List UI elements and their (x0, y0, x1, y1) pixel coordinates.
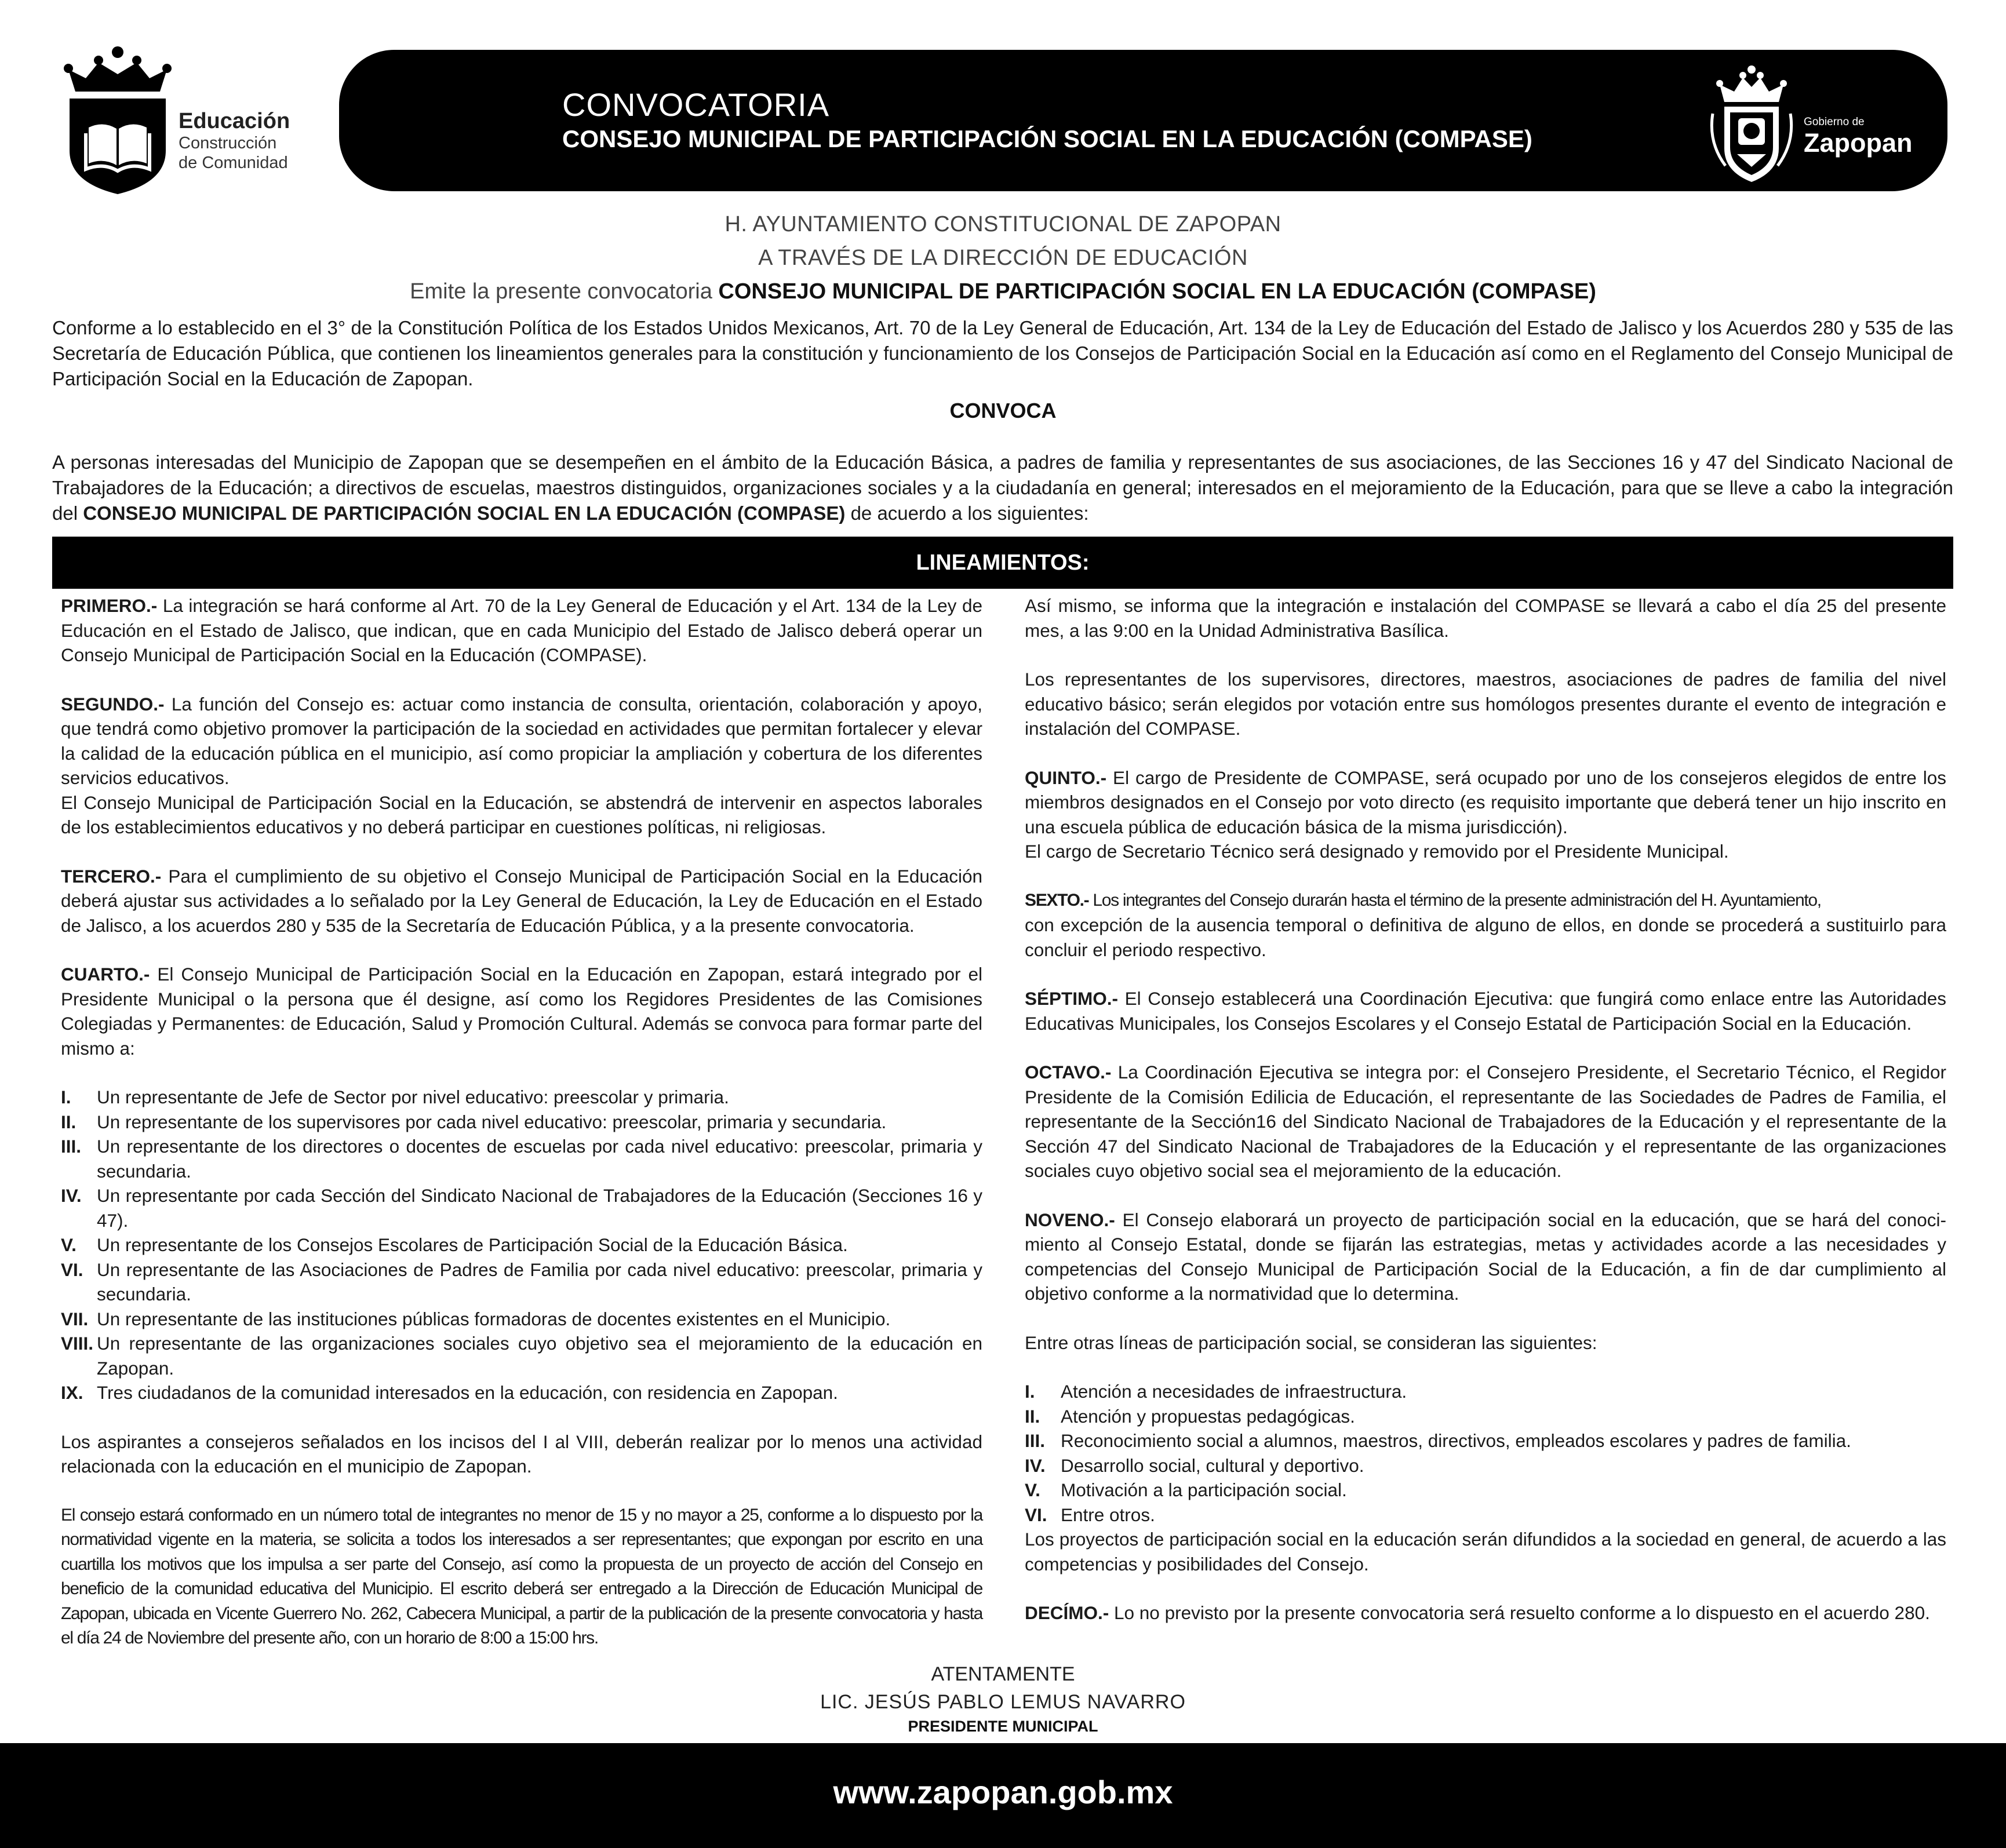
list-item-number: IV. (1025, 1455, 1046, 1476)
list-item-number: IX. (61, 1382, 83, 1403)
list-item (61, 1134, 982, 1183)
personas-paragraph (52, 450, 1953, 526)
sexto-text-a: Los integrantes del Consejo durarán hasta el término de la presente administración del H. Ayuntamiento, (1088, 890, 1821, 910)
primero-label: PRIMERO.- (61, 595, 158, 616)
list-item-number: IV. (61, 1185, 82, 1206)
zapopan-name: Zapopan (1804, 128, 1913, 158)
septimo-block (1025, 986, 1946, 1036)
list-item-text: Un representante de los supervisores por cada nivel educativo: preescolar, primaria y secundaria. (97, 1111, 887, 1132)
list-item-number: III. (1025, 1430, 1046, 1451)
asi-mismo-paragraph: Así mismo, se informa que la integración e instalación del COMPASE se llevará a cabo el día 25 del presente mes, a las 9:00 en la Unidad Administrativa Basílica. (1025, 595, 1946, 641)
list-item-text: Un representante de los Consejos Escolares de Participación Social de la Educación Básica. (97, 1234, 848, 1255)
primero-text: La integración se hará conforme al Art. 70 de la Ley General de Educación y el Art. 134 de la Ley de Educación en el Estado de Jalisco, que indican, que en cada Municipio del Estado de Jalisco deberá operar un Consejo Municipal de Participación Social en la Educación (COMPASE). (61, 595, 982, 665)
header-banner (339, 50, 1947, 191)
representantes-paragraph: Los representantes de los supervisores, directores, maestros, asociaciones de padres de familia del nivel educativo básico; serán elegidos por votación entre sus homólogos presentes durante el evento de integración e instalación del COMPASE. (1025, 669, 1946, 739)
list-item (61, 1233, 982, 1257)
list-item-text: Desarrollo social, cultural y deportivo. (1061, 1455, 1364, 1476)
educacion-logo (63, 46, 306, 197)
list-item (1025, 1478, 1946, 1503)
intro-emite-plain: Emite la presente convocatoria (410, 279, 719, 304)
list-item-text: Un representante de las organizaciones sociales cuyo objetivo sea el mejoramiento de la educación en Zapopan. (97, 1333, 982, 1379)
list-item-text: Un representante de las instituciones públicas formadoras de docentes existentes en el Municipio. (97, 1308, 891, 1329)
signature-atentamente: ATENTAMENTE (931, 1663, 1075, 1685)
list-item-number: V. (1025, 1479, 1040, 1500)
intro-emite (0, 279, 2006, 304)
banner-subtitle: CONSEJO MUNICIPAL DE PARTICIPACIÓN SOCIAL EN LA EDUCACIÓN (COMPASE) (562, 125, 1532, 152)
list-item-number: VIII. (61, 1333, 94, 1354)
list-item-text: Tres ciudadanos de la comunidad interesados en la educación, con residencia en Zapopan. (97, 1382, 838, 1403)
personas-text-b: de acuerdo a los siguientes: (845, 502, 1089, 524)
segundo-block (61, 692, 982, 790)
list-item (1025, 1453, 1946, 1478)
septimo-label: SÉPTIMO.- (1025, 988, 1119, 1009)
list-item-text: Un representante por cada Sección del Sindicato Nacional de Trabajadores de la Educación (Secciones 16 y 47). (97, 1185, 982, 1231)
noveno-text: El Consejo elaborará un proyecto de participación social en la educación, que se hará del conoci-miento al Consejo Estatal, donde se fijarán las estrategias, metas y actividades acorde a las necesidades y competencias del Consejo Municipal de Participación Social de la Educación, a fin de dar cumplimiento al objetivo conforme a la normatividad que lo determina. (1025, 1209, 1946, 1304)
list-item-text: Un representante de los directores o docentes de escuelas por cada nivel educativo: preescolar, primaria y secundaria. (97, 1136, 982, 1182)
list-item-number: III. (61, 1136, 82, 1157)
list-item-number: I. (1025, 1381, 1035, 1402)
proyectos-paragraph: Los proyectos de participación social en la educación serán difundidos a la sociedad en general, de acuerdo a las competencias y posibilidades del Consejo. (1025, 1529, 1946, 1574)
sexto-block (1025, 888, 1946, 963)
list-item-text: Entre otros. (1061, 1504, 1155, 1525)
conforme-paragraph: Conforme a lo establecido en el 3° de la Constitución Política de los Estados Unidos Mexicanos, Art. 70 de la Ley General de Educación, Art. 134 de la Ley de Educación del Estado de Jalisco y los Acuerdos 280 y 535 de las Secretaría de Educación Pública, que contienen los lineamientos generales para la constitución y funcionamiento de los Consejos de Participación Social en la Educación así como en el Reglamento del Consejo Municipal de Participación Social en la Educación de Zapopan. (52, 317, 1953, 389)
tercero-block (61, 864, 982, 938)
list-item-text: Reconocimiento social a alumnos, maestros, directivos, empleados escolares y padres de familia. (1061, 1430, 1851, 1451)
list-item-number: I. (61, 1087, 71, 1107)
list-item-text: Un representante de Jefe de Sector por nivel educativo: preescolar y primaria. (97, 1087, 729, 1107)
octavo-block (1025, 1060, 1946, 1183)
list-item (61, 1380, 982, 1405)
list-item-number: VI. (1025, 1504, 1047, 1525)
educacion-subtitle-1: Construcción (179, 134, 277, 152)
list-item-text: Un representante de las Asociaciones de Padres de Familia por cada nivel educativo: preescolar, primaria y secundaria. (97, 1259, 982, 1304)
quinto-block (1025, 766, 1946, 840)
primero-block (61, 593, 982, 668)
educacion-wordmark (179, 110, 290, 172)
decimo-block (1025, 1601, 1946, 1625)
list-item-number: VI. (61, 1259, 83, 1280)
list-item-number: II. (61, 1111, 77, 1132)
educacion-shield-icon (63, 46, 173, 197)
list-item (1025, 1503, 1946, 1528)
sexto-label: SEXTO.- (1025, 890, 1089, 910)
footer-url[interactable]: www.zapopan.gob.mx (0, 1743, 2006, 1848)
cuarto-block (61, 962, 982, 1060)
list-item (61, 1331, 982, 1380)
consejo-paragraph: El consejo estará conformado en un número total de integrantes no menor de 15 y no mayor a 25, conforme a lo dispuesto por la normatividad vigente en la materia, se solicita a todos los interesados a ser representantes; que expongan por escrito en una cuartilla los motivos que los impulsa a ser parte del Consejo, así como la propuesta de un proyecto de acción del Consejo en beneficio de la comunidad educativa del Municipio. El escrito deberá ser entregado a la Dirección de Educación Municipal de Zapopan, ubicada en Vicente Guerrero No. 262, Cabecera Municipal, a partir de la publicación de la presente convocatoria y hasta el día 24 de Noviembre del presente año, con un horario de 8:00 a 15:00 hrs. (61, 1505, 982, 1647)
personas-bold: CONSEJO MUNICIPAL DE PARTICIPACIÓN SOCIAL EN LA EDUCACIÓN (COMPASE) (83, 502, 846, 524)
zapopan-crest-icon (1702, 61, 1801, 189)
cuarto-list (61, 1085, 982, 1405)
list-item (1025, 1404, 1946, 1429)
noveno-label: NOVENO.- (1025, 1209, 1115, 1230)
list-item (61, 1257, 982, 1307)
lineamientos-bar: LINEAMIENTOS: (52, 537, 1953, 589)
list-item (1025, 1379, 1946, 1404)
list-item-text: Motivación a la participación social. (1061, 1479, 1347, 1500)
left-column (61, 593, 982, 1675)
noveno-block (1025, 1208, 1946, 1306)
list-item-number: II. (1025, 1405, 1040, 1427)
personas-text-a: A personas interesadas del Municipio de Zapopan que se desempeñen en el ámbito de la Educación Básica, a padres de familia y representantes de sus asociaciones, de las Secciones 16 y 47 del Sindicato Nacional de Trabajadores de la Educación; a directivos de escuelas, maestros distinguidos, organizaciones sociales y a la ciudadanía en general; interesados en el mejoramiento de la Educación, para que se lleve a cabo la integración del (52, 451, 1953, 524)
septimo-text: El Consejo establecerá una Coordinación Ejecutiva: que fungirá como enlace entre las Autoridades Educativas Municipales, los Consejos Escolares y el Consejo Estatal de Participación Social en la Educación. (1025, 988, 1946, 1034)
list-item (1025, 1428, 1946, 1453)
lineas-list (1025, 1379, 1946, 1527)
segundo-label: SEGUNDO.- (61, 693, 165, 715)
sexto-text-b: con excepción de la ausencia temporal o definitiva de alguno de ellos, en donde se procederá a sustituirlo para concluir el periodo respectivo. (1025, 914, 1946, 960)
intro-direccion: A TRAVÉS DE LA DIRECCIÓN DE EDUCACIÓN (758, 246, 1248, 270)
quinto-text: El cargo de Presidente de COMPASE, será ocupado por uno de los consejeros elegidos de entre los miembros designados en el Consejo por voto directo (es requisito importante que deberá tener un hijo inscrito en una escuela pública de educación básica de la misma jurisdicción). (1025, 767, 1946, 837)
segundo-block-b: El Consejo Municipal de Participación Social en la Educación, se abstendrá de intervenir en aspectos laborales de los establecimientos educativos y no deberá participar en cuestiones políticas, ni religiosas. (61, 792, 982, 837)
list-item-text: Atención y propuestas pedagógicas. (1061, 1405, 1355, 1427)
list-item (61, 1085, 982, 1110)
zapopan-logo (1702, 61, 1923, 189)
quinto-block-b: El cargo de Secretario Técnico será designado y removido por el Presidente Municipal. (1025, 841, 1729, 862)
decimo-label: DECÍMO.- (1025, 1602, 1109, 1623)
intro-ayuntamiento: H. AYUNTAMIENTO CONSTITUCIONAL DE ZAPOPAN (725, 212, 1281, 236)
decimo-text: Lo no previsto por la presente convocatoria será resuelto conforme a lo dispuesto en el acuerdo 280. (1109, 1602, 1930, 1623)
banner-title: CONVOCATORIA (562, 86, 830, 123)
aspirantes-paragraph: Los aspirantes a consejeros señalados en los incisos del I al VIII, deberán realizar por lo menos una actividad relacionada con la educación en el municipio de Zapopan. (61, 1431, 982, 1477)
tercero-text: Para el cumplimiento de su objetivo el Consejo Municipal de Participación Social en la Educación deberá ajustar sus actividades a lo señalado por la Ley General de Educación, la Ley de Educación en el Estado de Jalisco, a los acuerdos 280 y 535 de la Secretaría de Educación Pública, y a la presente convocatoria. (61, 865, 982, 936)
signature-name: LIC. JESÚS PABLO LEMUS NAVARRO (820, 1691, 1186, 1713)
cuarto-text: El Consejo Municipal de Participación Social en la Educación en Zapopan, estará integrado por el Presidente Municipal o la persona que él designe, así como los Regidores Presidentes de las Comisiones Colegiadas y Permanentes: de Educación, Salud y Promoción Cultural. Además se convoca para formar parte del mismo a: (61, 964, 982, 1059)
sexto-line-1 (1025, 888, 1946, 913)
signature-role: PRESIDENTE MUNICIPAL (908, 1718, 1098, 1735)
cuarto-label: CUARTO.- (61, 964, 150, 985)
list-item-number: VII. (61, 1308, 89, 1329)
list-item (61, 1110, 982, 1135)
right-column (1025, 593, 1946, 1650)
octavo-text: La Coordinación Ejecutiva se integra por: el Consejero Presidente, el Secretario Técnico, el Regidor Presidente de la Comisión Edilicia de Educación, el representante de las Sociedades de Padres de Familia, el representante de la Sección16 del Sindicato Nacional de Trabajadores de la Educación y el representante de la Sección 47 del Sindicato Nacional de Trabajadores de la Educación y el representante de las organizaciones sociales cuyo objetivo social sea el mejoramiento de la educación. (1025, 1062, 1946, 1181)
list-item-number: V. (61, 1234, 77, 1255)
list-item-text: Atención a necesidades de infraestructura. (1061, 1381, 1407, 1402)
segundo-text: La función del Consejo es: actuar como instancia de consulta, orientación, colaboración y apoyo, que tendrá como objetivo promover la participación de la sociedad en actividades que permitan fortalecer y elevar la calidad de la educación pública en el municipio, así como propiciar la ampliación y cobertura de los diferentes servicios educativos. (61, 693, 982, 788)
educacion-subtitle-2: de Comunidad (179, 154, 288, 172)
convoca-heading: CONVOCA (949, 399, 1057, 422)
entre-paragraph: Entre otras líneas de participación social, se consideran las siguientes: (1025, 1332, 1597, 1353)
zapopan-gobierno-label: Gobierno de (1804, 116, 1865, 128)
list-item (61, 1183, 982, 1233)
list-item (61, 1307, 982, 1332)
zapopan-wordmark (1804, 116, 1913, 156)
intro-emite-bold: CONSEJO MUNICIPAL DE PARTICIPACIÓN SOCIAL EN LA EDUCACIÓN (COMPASE) (718, 279, 1596, 304)
educacion-title: Educación (179, 109, 290, 133)
tercero-label: TERCERO.- (61, 865, 162, 887)
quinto-label: QUINTO.- (1025, 767, 1107, 788)
octavo-label: OCTAVO.- (1025, 1062, 1112, 1082)
